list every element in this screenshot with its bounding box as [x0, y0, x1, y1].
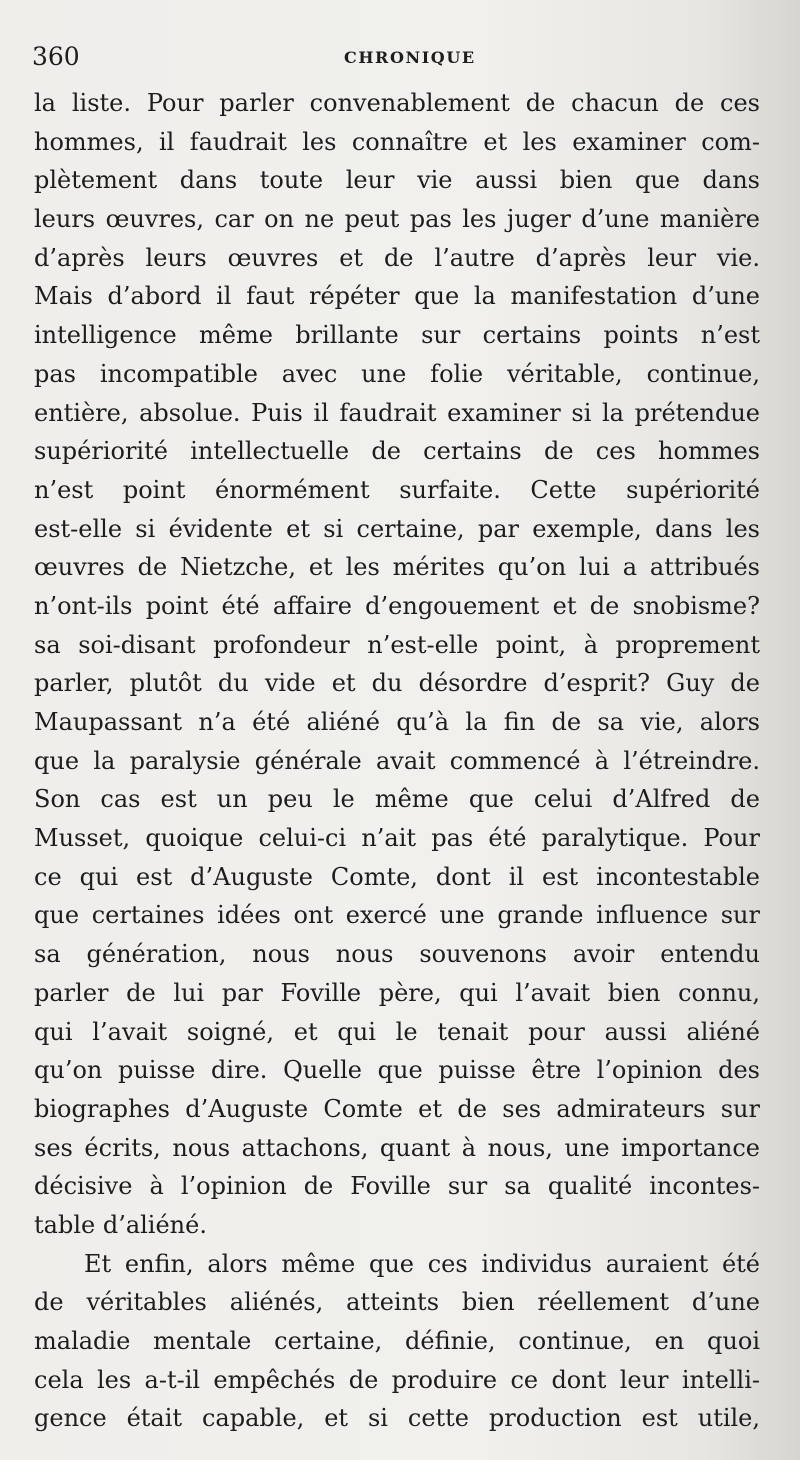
text-line: n’est point énormément surfaite. Cette supériorité: [34, 475, 760, 504]
text-line: ce qui est d’Auguste Comte, dont il est incontestable: [34, 862, 760, 891]
text-line: que certaines idées ont exercé une grande influence sur: [34, 901, 760, 930]
text-line: Et enfin, alors même que ces individus auraient été: [84, 1249, 760, 1278]
text-line: leurs œuvres, car on ne peut pas les juger d’une manière: [34, 205, 760, 234]
text-line: Maupassant n’a été aliéné qu’à la fin de sa vie, alors: [34, 708, 760, 736]
text-line: Musset, quoique celui-ci n’ait pas été paralytique. Pour: [34, 824, 760, 853]
text-line: entière, absolue. Puis il faudrait examiner si la prétendue: [34, 398, 760, 427]
text-line: sa soi-disant profondeur n’est-elle point, à proprement: [34, 630, 760, 659]
text-line: sa génération, nous nous souvenons avoir entendu: [34, 940, 760, 969]
text-line: décisive à l’opinion de Foville sur sa qualité incontes-: [34, 1172, 760, 1201]
text-line: qui l’avait soigné, et qui le tenait pour aussi aliéné: [34, 1017, 760, 1046]
page-number: 360: [32, 42, 80, 71]
text-line: ses écrits, nous attachons, quant à nous, une importance: [34, 1133, 760, 1162]
text-line: œuvres de Nietzche, et les mérites qu’on lui a attribués: [34, 553, 760, 582]
text-line: la liste. Pour parler convenablement de chacun de ces: [34, 89, 760, 117]
body-text: [34, 84, 760, 1438]
text-line: hommes, il faudrait les connaître et les examiner com-: [34, 127, 760, 156]
text-line: gence était capable, et si cette production est utile,: [34, 1404, 760, 1433]
text-line: supériorité intellectuelle de certains de ces hommes: [34, 437, 760, 466]
text-line: maladie mentale certaine, définie, continue, en quoi: [34, 1327, 760, 1355]
text-line: biographes d’Auguste Comte et de ses admirateurs sur: [34, 1094, 760, 1123]
running-head: CHRONIQUE: [344, 48, 476, 67]
text-line: cela les a-t-il empêchés de produire ce dont leur intelli-: [34, 1365, 760, 1394]
text-line: intelligence même brillante sur certains points n’est: [34, 321, 760, 350]
text-line: d’après leurs œuvres et de l’autre d’après leur vie.: [34, 243, 760, 272]
text-line: table d’aliéné.: [34, 1210, 207, 1239]
page-header: [32, 42, 760, 76]
text-line: Son cas est un peu le même que celui d’Alfred de: [34, 785, 760, 814]
text-line: n’ont-ils point été affaire d’engouement et de snobisme?: [34, 591, 760, 620]
text-line: plètement dans toute leur vie aussi bien que dans: [34, 166, 760, 195]
text-line: pas incompatible avec une folie véritable, continue,: [34, 359, 760, 388]
text-line: est-elle si évidente et si certaine, par exemple, dans les: [34, 514, 760, 543]
text-line: Mais d’abord il faut répéter que la manifestation d’une: [34, 282, 760, 311]
text-line: parler, plutôt du vide et du désordre d’esprit? Guy de: [34, 669, 760, 698]
text-line: que la paralysie générale avait commencé à l’étreindre.: [34, 746, 760, 775]
text-line: qu’on puisse dire. Quelle que puisse être l’opinion des: [34, 1056, 760, 1085]
text-line: parler de lui par Foville père, qui l’avait bien connu,: [34, 978, 760, 1007]
text-line: de véritables aliénés, atteints bien réellement d’une: [34, 1288, 760, 1317]
